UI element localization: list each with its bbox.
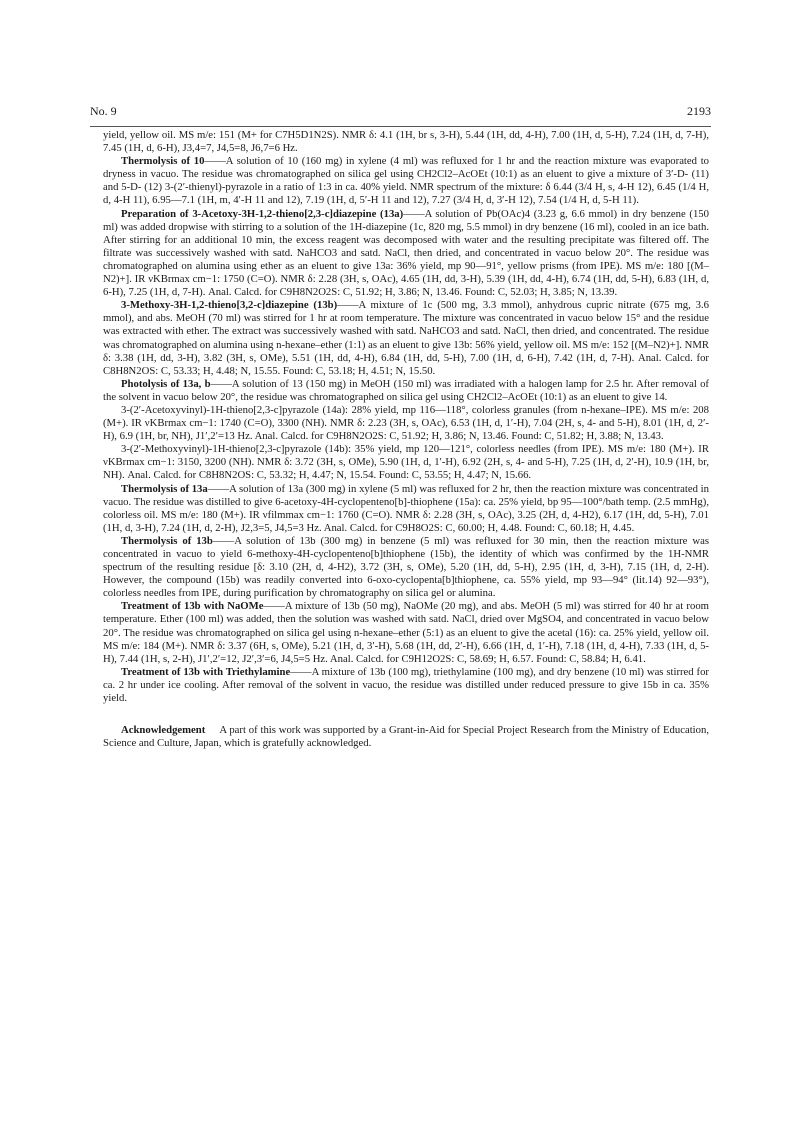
paragraph-14b: [103, 443, 709, 482]
paragraph-heading: 3-Methoxy-3H-1,2-thieno[3,2-c]diazepine (13b): [121, 299, 338, 312]
paragraph-13b: [103, 299, 709, 378]
paragraph-text: yield, yellow oil. MS m/e: 151 (M+ for C7H5D1N2S). NMR δ: 4.1 (1H, br s, 3-H), 5.44 (1H, dd, 4-H), 7.00 (1H, d, 5-H), 7.24 (1H, d, 7-H), 7.45 (1H, d, 6-H), J3,4=7, J4,5=8, J6,7=6 Hz.: [103, 129, 709, 155]
paragraph-0: [103, 129, 709, 155]
header-rule: [90, 126, 711, 127]
paragraph-heading: Treatment of 13b with NaOMe: [121, 600, 264, 613]
acknowledgement-heading: Acknowledgement: [121, 724, 206, 737]
paragraph-text: ——A mixture of 13b (50 mg), NaOMe (20 mg), and abs. MeOH (5 ml) was stirred for 40 hr at room temperature. Ether (100 ml) was added, then the solution was washed with satd. NaCl, dried over MgSO4, and concentrated in vacuo below 20°. The residue was chromatographed on silica gel using n-hexane–ether (5:1) as an eluent to give the acetal (16): ca. 25% yield, yellow oil. MS m/e: 184 (M+). NMR δ: 3.37 (6H, s, OMe), 5.21 (1H, d, 3′-H), 5.68 (1H, dd, 2′-H), 6.66 (1H, d, 1′-H), 7.18 (1H, d, 4-H), 7.33 (1H, d, 5-H), 7.44 (1H, s, 2-H), J1′,2′=12, J2′,3′=6, J4,5=5 Hz. Anal. Calcd. for C9H12O2S: C, 58.69; H, 6.57. Found: C, 58.84; H, 6.41.: [103, 600, 709, 665]
paragraph-text: 3-(2′-Acetoxyvinyl)-1H-thieno[2,3-c]pyrazole (14a): 28% yield, mp 116—118°, colorless granules (from n-hexane–IPE). MS m/e: 208 (M+). IR νKBrmax cm−1: 1740 (C=O), 3300 (NH). NMR δ: 2.23 (3H, s, OAc), 6.53 (1H, d, 1′-H), 7.04 (2H, s, 4- and 5-H), 8.01 (1H, d, 2′-H), 6.9 (1H, br, NH), J1′,2′=13 Hz. Anal. Calcd. for C9H8N2O2S: C, 51.92; H, 3.86; N, 13.46. Found: C, 51.82; H, 3.88; N, 13.43.: [103, 403, 709, 443]
paragraph-photolysis: [103, 378, 709, 404]
paragraph-text: ——A solution of 13 (150 mg) in MeOH (150 ml) was irradiated with a halogen lamp for 2.5 hr. After removal of the solvent in vacuo below 20°, the residue was chromatographed on silica gel using CH2Cl2–AcOEt (10:1) as an eluent to give 14.: [103, 377, 709, 403]
experimental-text: [103, 129, 709, 750]
acknowledgement: [103, 724, 709, 750]
paragraph-heading: Thermolysis of 13b: [121, 534, 213, 547]
paragraph-thermolysis-13b: [103, 535, 709, 600]
paragraph-text: ——A mixture of 13b (100 mg), triethylamine (100 mg), and dry benzene (10 ml) was stirred for ca. 2 hr under ice cooling. After removal of the solvent in vacuo, the residue was distilled under reduced pressure to give 15b in ca. 35% yield.: [103, 665, 709, 705]
paragraph-thermolysis-13a: [103, 483, 709, 535]
acknowledgement-text: A part of this work was supported by a Grant-in-Aid for Special Project Research from the Ministry of Education, Science and Culture, Japan, which is gratefully acknowledged.: [103, 724, 709, 750]
paragraph-heading: Thermolysis of 13a: [121, 482, 208, 495]
paragraph-heading: Preparation of 3-Acetoxy-3H-1,2-thieno[2,3-c]diazepine (13a): [121, 207, 404, 220]
paragraph-text: ——A solution of 13a (300 mg) in xylene (5 ml) was refluxed for 2 hr, then the reaction mixture was concentrated in vacuo. The residue was distilled to give 6-acetoxy-4H-cyclopenteno[b]-thiophene (15a): ca. 25% yield, bp 95—100°/bath temp. (2.5 mmHg), colorless oil. MS m/e: 180 (M+). IR νfilmmax cm−1: 1760 (C=O). NMR δ: 2.28 (3H, s, OAc), 3.25 (2H, d, 4-H2), 6.17 (1H, dd, 5-H), 7.01 (1H, d, 3-H), 7.24 (1H, d, 2-H), J2,3=5, J4,5=3 Hz. Anal. Calcd. for C9H8O2S: C, 60.00; H, 4.48. Found: C, 60.18; H, 4.45.: [103, 482, 709, 534]
page-number: 2193: [687, 104, 711, 118]
paragraph-triethylamine: [103, 666, 709, 705]
paragraph-naome: [103, 600, 709, 665]
paragraph-preparation-13a: [103, 208, 709, 300]
paragraph-heading: Thermolysis of 10: [121, 155, 205, 168]
paragraph-text: ——A mixture of 1c (500 mg, 3.3 mmol), anhydrous cupric nitrate (675 mg, 3.6 mmol), and abs. MeOH (70 ml) was stirred for 1 hr at room temperature. The mixture was concentrated in vacuo below 15° and the residue was extracted with ether. The extract was successively washed with satd. NaHCO3 and satd. NaCl, then dried, and concentrated. The residue was chromatographed on alumina using n-hexane–ether (1:1) as an eluent to give 13b: 56% yield, yellow oil. MS m/e: 152 [(M–N2)+]. NMR δ: 3.38 (1H, dd, 3-H), 3.82 (3H, s, OMe), 5.51 (1H, dd, 4-H), 6.84 (1H, dd, 5-H), 7.00 (1H, d, 6-H), 7.42 (1H, d, 7-H). Anal. Calcd. for C8H8N2OS: C, 53.33; H, 4.48; N, 15.55. Found: C, 53.18; H, 4.51; N, 15.50.: [103, 299, 709, 377]
paragraph-text: ——A solution of Pb(OAc)4 (3.23 g, 6.6 mmol) in dry benzene (150 ml) was added dropwise with stirring to a solution of the 1H-diazepine (1c, 820 mg, 5.5 mmol) in dry benzene (16 ml), cooled in an ice bath. After stirring for an additional 10 min, the excess reagent was decomposed with water and the resulting precipitate was filtered off. The filtrate was successively washed with satd. NaHCO3 and satd. NaCl, then dried, and concentrated in vacuo below 20°. The residue was chromatographed on alumina using ether as an eluent to give 13a: 36% yield, mp 90—91°, yellow prisms (from IPE). MS m/e: 180 [(M–N2)+]. IR νKBrmax cm−1: 1750 (C=O). NMR δ: 2.28 (3H, s, OAc), 4.65 (1H, dd, 3-H), 5.39 (1H, dd, 4-H), 6.74 (1H, dd, 5-H), 6.83 (1H, d, 6-H), 7.25 (1H, d, 7-H). Anal. Calcd. for C9H8N2O2S: C, 51.92; H, 3.86; N, 13.46. Found: C, 52.03; H, 3.85; N, 13.39.: [103, 207, 709, 299]
journal-issue: No. 9: [90, 104, 117, 118]
paragraph-heading: Treatment of 13b with Triethylamine: [121, 665, 291, 678]
paragraph-text: ——A solution of 13b (300 mg) in benzene (5 ml) was refluxed for 30 min, then the reaction mixture was concentrated in vacuo to yield 6-methoxy-4H-cyclopenteno[b]thiophene (15b), the identity of which was confirmed by the 1H-NMR spectrum of the resulting residue [δ: 3.10 (2H, d, 4-H2), 3.72 (3H, s, OMe), 5.20 (1H, dd, 5-H), 2.95 (1H, d, 3-H), 7.15 (1H, d, 2-H). However, the compound (15b) was readily converted into 6-oxo-cyclopenta[b]thiophene, ca. 55% yield, mp 93—94° (lit.14) 92—93°), colorless needles from IPE, during purification by chromatography on silica gel or alumina.: [103, 534, 709, 600]
paragraph-14a: [103, 404, 709, 443]
paragraph-heading: Photolysis of 13a, b: [121, 377, 211, 390]
paragraph-text: ——A solution of 10 (160 mg) in xylene (4 ml) was refluxed for 1 hr and the reaction mixture was evaporated to dryness in vacuo. The residue was chromatographed on silica gel using CH2Cl2–AcOEt (10:1) as an eluent to give a mixture of 3′-D- (11) and 5-D- (12) 3-(2′-thienyl)-pyrazole in a ratio of 1:3 in ca. 40% yield. NMR spectrum of the mixture: δ 6.44 (3/4 H, s, 4-H 12), 6.45 (1/4 H, d, 4-H 11), 6.95—7.1 (1H, m, 4′-H 11 and 12), 7.19 (1H, d, 5′-H 11 and 12), 7.27 (3/4 H, d, 3′-H 12), 7.54 (1/4 H, d, 5-H 11).: [103, 155, 710, 207]
paragraph-text: 3-(2′-Methoxyvinyl)-1H-thieno[2,3-c]pyrazole (14b): 35% yield, mp 120—121°, colorless needles (from IPE). MS m/e: 180 (M+). IR νKBrmax cm−1: 3150, 3200 (NH). NMR δ: 3.72 (3H, s, OMe), 5.90 (1H, d, 1′-H), 6.92 (2H, s, 4- and 5-H), 7.25 (1H, d, 2′-H), 10.9 (1H, br, NH). Anal. Calcd. for C8H8N2OS: C, 53.32; H, 4.47; N, 15.54. Found: C, 53.55; H, 4.47; N, 15.66.: [103, 443, 709, 482]
paragraph-thermolysis-10: [103, 155, 709, 207]
